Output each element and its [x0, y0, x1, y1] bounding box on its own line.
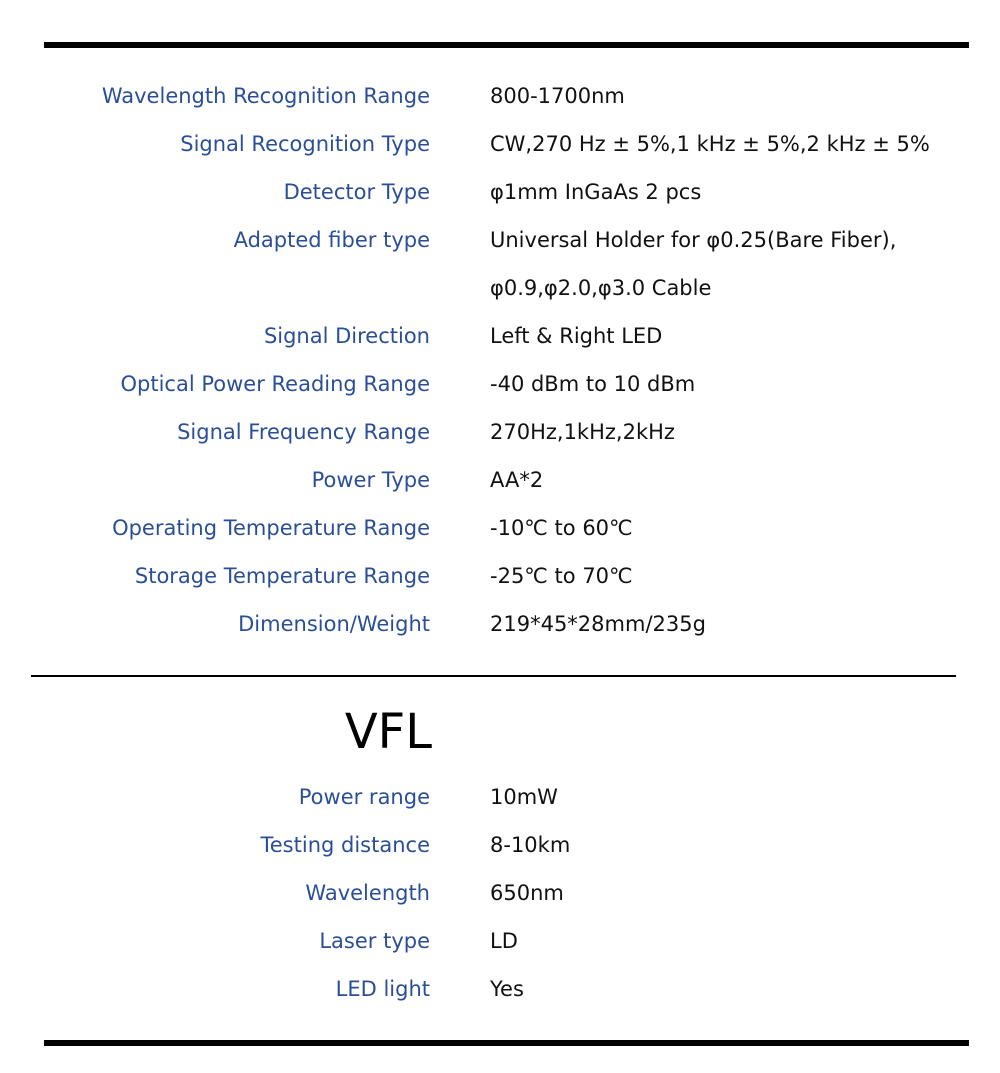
- vfl-section-title: VFL: [344, 704, 432, 760]
- spec-value: 650nm: [490, 881, 564, 905]
- spec-row: [0, 504, 1000, 552]
- spec-row: [0, 72, 1000, 120]
- spec-row: [0, 360, 1000, 408]
- spec-label: Testing distance: [260, 833, 430, 857]
- spec-value: -40 dBm to 10 dBm: [490, 372, 696, 396]
- section-divider: [31, 675, 956, 677]
- spec-value: -10℃ to 60℃: [490, 516, 633, 540]
- spec-row: [0, 120, 1000, 168]
- spec-value: Yes: [490, 977, 524, 1001]
- spec-label: Wavelength Recognition Range: [101, 84, 430, 108]
- spec-label: Signal Direction: [263, 324, 430, 348]
- spec-row: [0, 600, 1000, 648]
- spec-row: [0, 552, 1000, 600]
- vfl-spec-row: [0, 917, 1000, 965]
- spec-label: Power range: [298, 785, 430, 809]
- spec-label: Storage Temperature Range: [134, 564, 430, 588]
- spec-value: 800-1700nm: [490, 84, 625, 108]
- spec-row-continuation: [0, 264, 1000, 312]
- spec-row: [0, 456, 1000, 504]
- top-divider: [44, 42, 969, 48]
- vfl-spec-row: [0, 869, 1000, 917]
- spec-value: 219*45*28mm/235g: [490, 612, 706, 636]
- spec-row: [0, 216, 1000, 264]
- spec-value: φ0.9,φ2.0,φ3.0 Cable: [490, 276, 712, 300]
- spec-row: [0, 168, 1000, 216]
- spec-value: Universal Holder for φ0.25(Bare Fiber),: [490, 228, 897, 252]
- spec-label: Optical Power Reading Range: [120, 372, 430, 396]
- spec-label: Power Type: [311, 468, 430, 492]
- vfl-spec-row: [0, 773, 1000, 821]
- spec-label: LED light: [335, 977, 430, 1001]
- spec-label: Signal Recognition Type: [180, 132, 430, 156]
- spec-value: 8-10km: [490, 833, 571, 857]
- spec-label: Adapted fiber type: [233, 228, 430, 252]
- spec-value: 10mW: [490, 785, 558, 809]
- spec-label: Signal Frequency Range: [177, 420, 430, 444]
- spec-value: AA*2: [490, 468, 544, 492]
- vfl-spec-row: [0, 821, 1000, 869]
- spec-value: Left & Right LED: [490, 324, 663, 348]
- vfl-spec-row: [0, 965, 1000, 1013]
- spec-row: [0, 408, 1000, 456]
- bottom-divider: [44, 1040, 969, 1046]
- spec-value: CW,270 Hz ± 5%,1 kHz ± 5%,2 kHz ± 5%: [490, 132, 930, 156]
- spec-row: [0, 312, 1000, 360]
- spec-value: LD: [490, 929, 518, 953]
- spec-label: Laser type: [319, 929, 430, 953]
- spec-value: 270Hz,1kHz,2kHz: [490, 420, 675, 444]
- spec-label: Wavelength: [305, 881, 430, 905]
- spec-label: Dimension/Weight: [238, 612, 430, 636]
- spec-value: φ1mm InGaAs 2 pcs: [490, 180, 702, 204]
- spec-label: Detector Type: [283, 180, 430, 204]
- spec-label: Operating Temperature Range: [112, 516, 430, 540]
- spec-value: -25℃ to 70℃: [490, 564, 633, 588]
